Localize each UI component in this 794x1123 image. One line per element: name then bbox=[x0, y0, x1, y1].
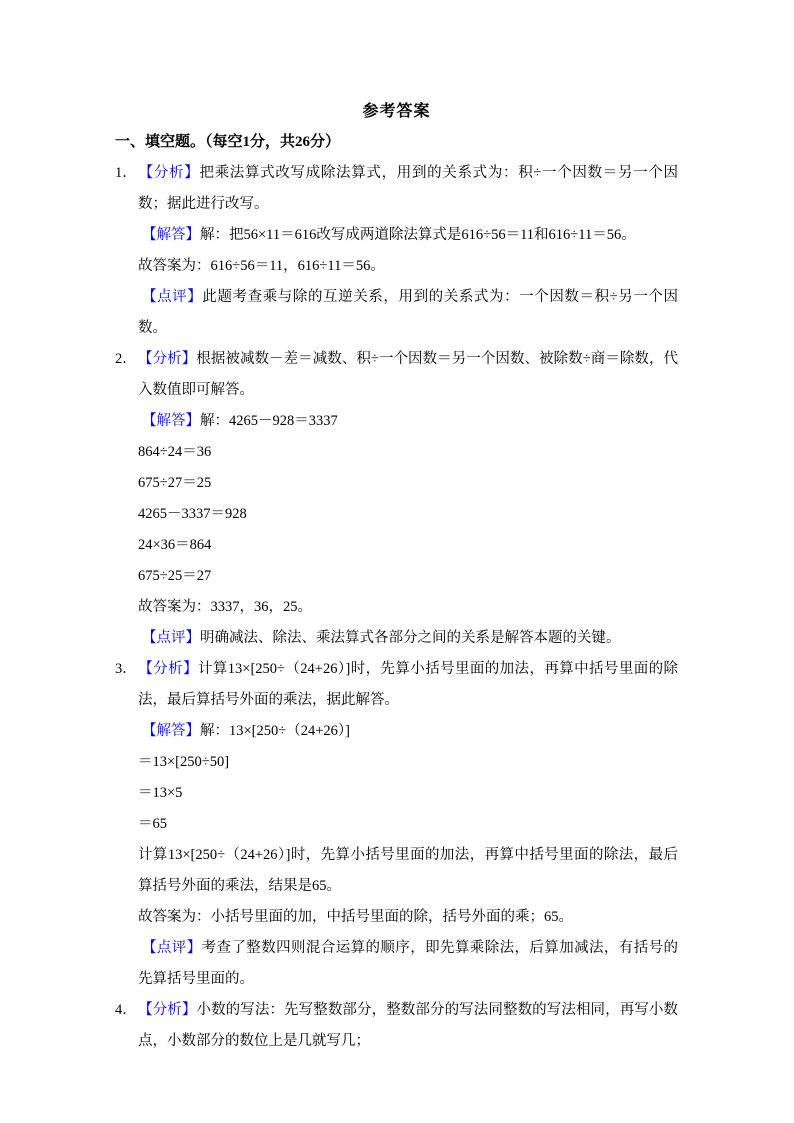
answer-paragraph bbox=[138, 778, 678, 809]
page-title: 参考答案 bbox=[362, 103, 431, 120]
paragraph-text: 解：13×[250÷（24+26）] bbox=[200, 723, 350, 739]
item-number: 4． bbox=[115, 1002, 137, 1018]
analysis-label: 【分析】 bbox=[138, 165, 200, 181]
comment-label: 【点评】 bbox=[142, 289, 203, 305]
answer-paragraph bbox=[138, 561, 678, 592]
paragraph-text: 24×36＝864 bbox=[138, 537, 212, 553]
analysis-label: 【分析】 bbox=[138, 351, 197, 367]
answer-paragraph bbox=[138, 933, 678, 995]
answer-paragraph bbox=[138, 251, 678, 282]
answer-paragraph bbox=[138, 902, 678, 933]
answer-paragraph bbox=[115, 344, 678, 406]
paragraph-text: 故答案为：3337，36，25。 bbox=[138, 599, 312, 615]
answer-label: 【解答】 bbox=[142, 413, 200, 429]
answer-paragraph bbox=[138, 747, 678, 778]
answer-paragraph bbox=[138, 809, 678, 840]
answer-paragraph bbox=[115, 654, 679, 716]
comment-label: 【点评】 bbox=[142, 940, 202, 956]
paragraph-text: 小数的写法：先写整数部分，整数部分的写法同整数的写法相同，再写小数点，小数部分的数位上是几就写几； bbox=[138, 1002, 679, 1049]
item-number: 2． bbox=[115, 351, 137, 367]
answer-paragraph bbox=[138, 716, 678, 747]
answer-label: 【解答】 bbox=[142, 227, 200, 243]
paragraph-text: ＝13×[250÷50] bbox=[138, 754, 230, 770]
answer-paragraph bbox=[138, 592, 678, 623]
answer-paragraph bbox=[138, 406, 678, 437]
answer-paragraph bbox=[138, 220, 678, 251]
paragraph-text: 根据被减数－差＝减数、积÷一个因数＝另一个因数、被除数÷商＝除数，代入数值即可解答。 bbox=[138, 351, 678, 398]
paragraph-text: 此题考查乘与除的互逆关系，用到的关系式为：一个因数＝积÷另一个因数。 bbox=[138, 289, 678, 336]
comment-label: 【点评】 bbox=[142, 630, 200, 646]
answer-paragraph bbox=[138, 623, 678, 654]
paragraph-text: ＝65 bbox=[138, 816, 167, 832]
answer-paragraph bbox=[138, 437, 678, 468]
paragraph-text: 考查了整数四则混合运算的顺序，即先算乘除法，后算加减法，有括号的先算括号里面的。 bbox=[138, 940, 679, 987]
answer-paragraph bbox=[138, 282, 678, 344]
item-number: 1． bbox=[115, 165, 137, 181]
analysis-label: 【分析】 bbox=[138, 661, 198, 677]
answer-paragraph bbox=[138, 530, 678, 561]
paragraph-text: 864÷24＝36 bbox=[138, 444, 212, 460]
paragraph-text: 675÷25＝27 bbox=[138, 568, 212, 584]
answer-paragraph bbox=[115, 158, 679, 220]
paragraph-text: 把乘法算式改写成除法算式，用到的关系式为：积÷一个因数＝另一个因数；据此进行改写。 bbox=[138, 165, 679, 212]
section-heading: 一、填空题。（每空1分，共26分） bbox=[115, 134, 341, 150]
answer-paragraph bbox=[138, 499, 678, 530]
paragraph-text: 解：4265－928＝3337 bbox=[200, 413, 338, 429]
answer-label: 【解答】 bbox=[142, 723, 200, 739]
answer-paragraph bbox=[138, 840, 678, 902]
paragraph-text: 计算13×[250÷（24+26）]时，先算小括号里面的加法，再算中括号里面的除法，最后算括号外面的乘法，结果是65。 bbox=[138, 847, 678, 894]
answer-paragraph bbox=[115, 995, 679, 1057]
paragraph-text: 计算13×[250÷（24+26）]时，先算小括号里面的加法，再算中括号里面的除法，最后算括号外面的乘法，据此解答。 bbox=[138, 661, 679, 708]
analysis-label: 【分析】 bbox=[138, 1002, 197, 1018]
paragraph-text: 解：把56×11＝616改写成两道除法算式是616÷56＝11和616÷11＝56。 bbox=[200, 227, 636, 243]
paragraph-text: ＝13×5 bbox=[138, 785, 183, 801]
paragraph-text: 明确减法、除法、乘法算式各部分之间的关系是解答本题的关键。 bbox=[200, 630, 621, 646]
paragraph-text: 4265－3337＝928 bbox=[138, 506, 247, 522]
paragraph-text: 675÷27＝25 bbox=[138, 475, 212, 491]
answer-paragraph bbox=[138, 468, 678, 499]
paragraph-text: 故答案为：616÷56＝11，616÷11＝56。 bbox=[138, 258, 385, 274]
answer-paragraphs bbox=[115, 158, 679, 1057]
paragraph-text: 故答案为：小括号里面的加，中括号里面的除，括号外面的乘；65。 bbox=[138, 909, 573, 925]
item-number: 3． bbox=[115, 661, 137, 677]
